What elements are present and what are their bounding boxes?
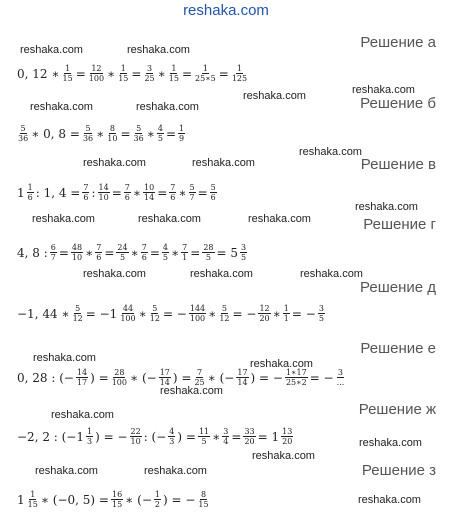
equation-text: ) =	[172, 370, 192, 385]
fraction	[111, 490, 123, 509]
equation-text: = −	[309, 370, 334, 385]
numerator: 3	[147, 64, 153, 73]
equation-e	[16, 368, 346, 387]
fraction	[178, 124, 185, 143]
fraction	[71, 243, 83, 262]
equation-text: ∗	[157, 66, 166, 81]
header-d: Решение д	[360, 279, 436, 296]
numerator: 1	[87, 427, 93, 436]
numerator: 14	[76, 368, 88, 377]
equation-text: =	[218, 66, 229, 81]
numerator: 144	[189, 304, 206, 313]
fraction	[106, 124, 118, 143]
equation-text: ) = −	[95, 429, 128, 444]
equation-text: : (−	[143, 429, 167, 444]
numerator: 8	[200, 490, 207, 499]
numerator: 16	[111, 490, 123, 499]
denominator: 6	[83, 193, 89, 202]
denominator: 25∗2	[285, 378, 307, 387]
numerator: 11	[198, 427, 210, 436]
numerator: 17	[237, 368, 248, 377]
equation-text: ∗	[178, 185, 187, 200]
equation-text: ∗	[272, 306, 281, 321]
numerator: 3	[241, 243, 247, 252]
fraction	[159, 368, 171, 387]
header-z: Решение з	[361, 462, 436, 479]
fraction	[168, 64, 180, 83]
numerator: 44	[122, 304, 134, 313]
equation-text: ∗	[130, 245, 139, 260]
equation-text: = −	[232, 306, 257, 321]
equation-text: =	[120, 126, 131, 141]
equation-text: ∗	[138, 306, 147, 321]
numerator: 5	[189, 183, 195, 192]
denominator: 125	[231, 74, 248, 83]
numerator: 1∗17	[285, 368, 307, 377]
fraction	[231, 64, 248, 83]
watermark: reshaka.com	[299, 146, 362, 158]
numerator: 3	[337, 368, 343, 377]
equation-text: ∗ (−	[125, 492, 152, 507]
numerator: 1	[179, 124, 185, 133]
fraction	[318, 304, 325, 323]
denominator: 14	[144, 193, 155, 202]
numerator: 12	[259, 304, 270, 313]
denominator: 100	[111, 378, 127, 387]
denominator: 5	[119, 253, 126, 262]
fraction	[76, 368, 88, 387]
denominator: 10	[107, 134, 118, 143]
numerator: 14	[98, 183, 109, 192]
equation-text: =	[111, 185, 122, 200]
equation-text: = −	[291, 306, 316, 321]
numerator: 12	[91, 64, 102, 73]
fraction	[285, 368, 308, 387]
watermark: reshaka.com	[355, 201, 418, 213]
denominator: ...	[336, 378, 345, 387]
fraction	[154, 490, 161, 509]
fraction	[149, 304, 161, 323]
denominator: 14	[159, 378, 170, 387]
fraction	[210, 183, 217, 202]
equation-text: =	[149, 245, 160, 260]
equation-text: ∗ 0, 8 =	[31, 126, 80, 141]
watermark: reshaka.com	[192, 157, 255, 169]
denominator: 5	[205, 253, 211, 262]
fraction	[168, 427, 175, 446]
header-zh: Решение ж	[358, 401, 436, 418]
denominator: 25∗5	[195, 74, 216, 83]
equation-text: : 1, 4 =	[35, 185, 81, 200]
equation-text: ∗	[85, 245, 94, 260]
denominator: 5	[318, 314, 324, 323]
equation-text: =	[190, 245, 201, 260]
equation-text: =	[181, 66, 193, 81]
watermark: reshaka.com	[32, 213, 95, 225]
denominator: 12	[72, 314, 83, 323]
watermark: reshaka.com	[83, 157, 146, 169]
numerator: 1	[30, 490, 36, 499]
denominator: 15	[198, 500, 209, 509]
denominator: 3	[87, 437, 93, 446]
denominator: 14	[237, 378, 248, 387]
numerator: 6	[50, 243, 56, 252]
numerator: 1	[154, 490, 160, 499]
equation-z	[16, 490, 211, 509]
fraction	[218, 304, 230, 323]
denominator: 3	[169, 437, 175, 446]
numerator: 22	[130, 427, 141, 436]
denominator: 9	[179, 134, 185, 143]
denominator: 15	[118, 74, 129, 83]
watermark: reshaka.com	[359, 437, 422, 449]
denominator: 20	[259, 314, 270, 323]
fraction	[86, 427, 93, 446]
numerator: 7	[170, 183, 176, 192]
denominator: 7	[189, 193, 195, 202]
fraction	[17, 124, 29, 143]
denominator: 1	[283, 314, 289, 323]
equation-text: = −1	[85, 306, 118, 321]
numerator: 1	[202, 64, 208, 73]
equation-zh	[16, 427, 294, 446]
equation-text: = 5	[216, 245, 239, 260]
numerator: 13	[282, 427, 293, 436]
numerator: 5	[85, 124, 91, 133]
equation-text: =	[58, 245, 69, 260]
equation-text: ∗	[96, 126, 105, 141]
watermark: reshaka.com	[252, 450, 315, 462]
fraction	[82, 183, 89, 202]
header-b: Решение б	[360, 95, 436, 112]
denominator: 5	[162, 253, 169, 262]
numerator: 3	[318, 304, 324, 313]
equation-g	[16, 243, 248, 262]
fraction	[193, 368, 205, 387]
fraction	[194, 64, 217, 83]
equation-text: ∗	[146, 126, 155, 141]
denominator: 15	[111, 500, 123, 509]
denominator: 25	[144, 74, 155, 83]
denominator: 15	[62, 74, 73, 83]
equation-text: 1	[17, 492, 25, 507]
equation-text: ∗	[107, 66, 116, 81]
numerator: 1	[171, 64, 177, 73]
denominator: 10	[71, 253, 83, 262]
equation-text: ∗	[212, 429, 221, 444]
numerator: 4	[169, 427, 175, 436]
numerator: 1	[27, 183, 33, 192]
equation-v	[16, 183, 218, 202]
denominator: 12	[149, 314, 160, 323]
denominator: 6	[124, 193, 130, 202]
numerator: 5	[75, 304, 81, 313]
numerator: 7	[141, 243, 147, 252]
denominator: 15	[27, 500, 38, 509]
equation-text: =	[75, 66, 86, 81]
fraction	[62, 64, 74, 83]
numerator: 4	[157, 124, 163, 133]
fraction	[133, 124, 145, 143]
fraction	[143, 183, 155, 202]
denominator: 10	[130, 437, 141, 446]
equation-d	[16, 304, 326, 323]
denominator: 36	[18, 134, 29, 143]
header-g: Решение г	[363, 216, 436, 233]
fraction	[169, 183, 176, 202]
watermark: reshaka.com	[243, 90, 306, 102]
fraction	[27, 490, 39, 509]
numerator: 7	[182, 243, 188, 252]
numerator: 1	[236, 64, 243, 73]
numerator: 28	[114, 368, 125, 377]
equation-text: ∗ (−0, 5) =	[40, 492, 109, 507]
watermark: reshaka.com	[35, 465, 98, 477]
fraction	[117, 64, 129, 83]
denominator: 7	[50, 253, 56, 262]
denominator: 17	[76, 378, 88, 387]
denominator: 100	[120, 314, 136, 323]
fraction	[198, 427, 210, 446]
equation-text: −2, 2 : (−1	[17, 429, 84, 444]
header-v: Решение в	[360, 156, 436, 173]
watermark: reshaka.com	[190, 268, 253, 280]
denominator: 1	[182, 253, 188, 262]
header-e: Решение е	[360, 340, 436, 357]
denominator: 100	[88, 74, 105, 83]
numerator: 4	[162, 243, 169, 252]
watermark: reshaka.com	[358, 494, 421, 506]
fraction	[130, 427, 142, 446]
equation-text: =	[157, 185, 168, 200]
watermark: reshaka.com	[138, 213, 201, 225]
numerator: 7	[96, 243, 102, 252]
equation-text: =	[231, 429, 242, 444]
numerator: 33	[244, 427, 255, 436]
watermark: reshaka.com	[248, 213, 311, 225]
numerator: 28	[203, 243, 214, 252]
watermark: reshaka.com	[127, 44, 190, 56]
numerator: 5	[152, 304, 158, 313]
watermark: reshaka.com	[300, 268, 363, 280]
equation-a	[16, 64, 249, 83]
numerator: 8	[109, 124, 115, 133]
header-a: Решение а	[360, 34, 436, 51]
fraction	[111, 368, 128, 387]
watermark: reshaka.com	[160, 385, 223, 397]
denominator: 2	[154, 500, 160, 509]
denominator: 100	[189, 314, 206, 323]
denominator: 6	[96, 253, 102, 262]
denominator: 20	[244, 437, 255, 446]
fraction	[197, 490, 209, 509]
fraction	[258, 304, 270, 323]
denominator: 6	[27, 193, 33, 202]
fraction	[240, 243, 247, 262]
fraction	[50, 243, 57, 262]
fraction	[119, 304, 136, 323]
fraction	[116, 243, 128, 262]
equation-text: 0, 28 : (−	[17, 370, 74, 385]
fraction	[243, 427, 255, 446]
fraction	[143, 64, 155, 83]
denominator: 5	[201, 437, 207, 446]
denominator: 5	[157, 134, 163, 143]
denominator: 6	[170, 193, 176, 202]
site-title[interactable]: reshaka.com	[183, 2, 269, 19]
numerator: 7	[124, 183, 130, 192]
equation-text: 4, 8 :	[17, 245, 48, 260]
equation-text: = −	[162, 306, 187, 321]
denominator: 6	[141, 253, 147, 262]
equation-text: ) =	[177, 429, 196, 444]
numerator: 24	[117, 243, 128, 252]
fraction	[336, 368, 346, 387]
fraction	[202, 243, 214, 262]
numerator: 5	[221, 304, 227, 313]
numerator: 7	[197, 368, 203, 377]
fraction	[189, 304, 206, 323]
equation-text: ) =	[90, 370, 109, 385]
watermark: reshaka.com	[136, 101, 199, 113]
denominator: 10	[98, 193, 109, 202]
numerator: 17	[159, 368, 170, 377]
denominator: 36	[82, 134, 94, 143]
numerator: 1	[120, 64, 126, 73]
numerator: 7	[83, 183, 89, 192]
equation-text: =	[104, 245, 115, 260]
equation-text: ∗ (−	[129, 370, 157, 385]
numerator: 5	[210, 183, 216, 192]
equation-text: ) = −	[162, 492, 196, 507]
fraction	[72, 304, 84, 323]
equation-text: −1, 44 ∗	[17, 306, 70, 321]
denominator: 15	[168, 74, 179, 83]
numerator: 5	[136, 124, 142, 133]
equation-text: =	[165, 126, 177, 141]
denominator: 25	[194, 378, 205, 387]
watermark: reshaka.com	[20, 44, 83, 56]
equation-text: ∗ (−	[207, 370, 235, 385]
fraction	[27, 183, 34, 202]
fraction	[181, 243, 188, 262]
fraction	[283, 304, 290, 323]
equation-text: ∗	[171, 245, 180, 260]
numerator: 1	[65, 64, 71, 73]
numerator: 5	[20, 124, 26, 133]
denominator: 6	[210, 193, 216, 202]
equation-text: 1	[17, 185, 25, 200]
numerator: 1	[283, 304, 289, 313]
watermark: reshaka.com	[352, 84, 415, 96]
equation-text: ∗	[132, 185, 141, 200]
denominator: 20	[282, 437, 293, 446]
equation-text: = 1	[257, 429, 280, 444]
equation-text: :	[91, 185, 96, 200]
watermark: reshaka.com	[30, 101, 93, 113]
fraction	[95, 243, 102, 262]
fraction	[281, 427, 293, 446]
fraction	[222, 427, 229, 446]
fraction	[88, 64, 105, 83]
equation-text: ∗	[208, 306, 217, 321]
equation-text: =	[131, 66, 142, 81]
denominator: 36	[133, 134, 144, 143]
fraction	[236, 368, 248, 387]
fraction	[157, 124, 164, 143]
numerator: 48	[71, 243, 83, 252]
denominator: 12	[219, 314, 230, 323]
fraction	[162, 243, 169, 262]
denominator: 5	[241, 253, 247, 262]
fraction	[189, 183, 196, 202]
equation-text: 0, 12 ∗	[17, 66, 60, 81]
equation-text: ) = −	[250, 370, 283, 385]
denominator: 4	[223, 437, 229, 446]
numerator: 10	[144, 183, 155, 192]
fraction	[82, 124, 94, 143]
equation-text: =	[197, 185, 208, 200]
watermark: reshaka.com	[144, 465, 207, 477]
numerator: 3	[223, 427, 229, 436]
equation-b	[16, 124, 186, 143]
watermark: reshaka.com	[51, 409, 114, 421]
fraction	[141, 243, 148, 262]
watermark: reshaka.com	[83, 268, 146, 280]
fraction	[98, 183, 110, 202]
fraction	[124, 183, 131, 202]
watermark: reshaka.com	[33, 352, 96, 364]
watermark: reshaka.com	[250, 358, 313, 370]
